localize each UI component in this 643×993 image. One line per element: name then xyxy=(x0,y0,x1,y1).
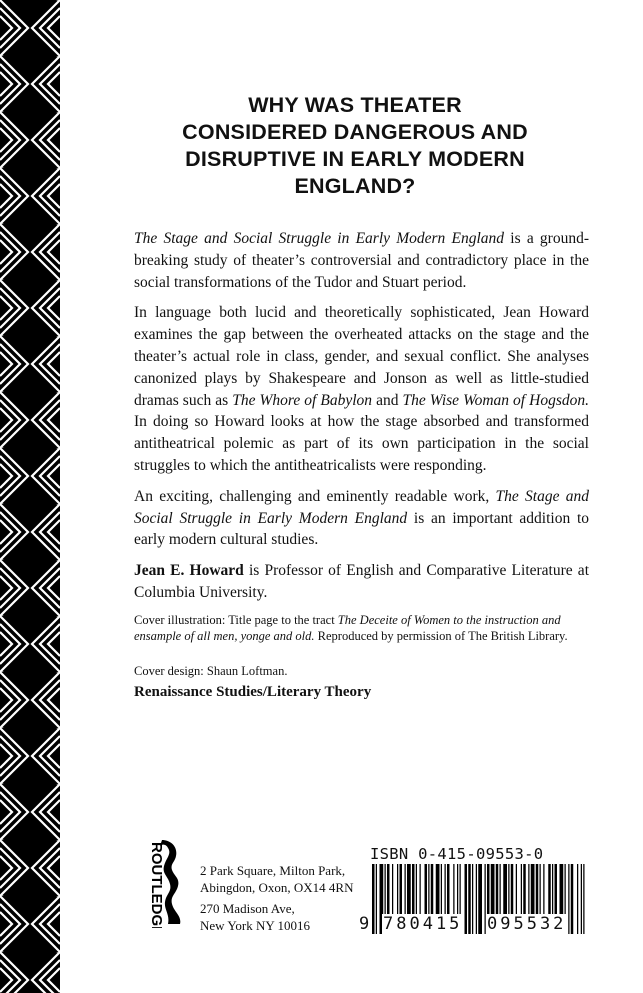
credit-text: Cover illustration: Title page to the tract xyxy=(134,613,338,627)
paragraph-text: and xyxy=(372,391,403,409)
isbn-label: ISBN 0-415-09553-0 xyxy=(370,845,544,863)
paragraph-text: is a ground-breaking study of theater’s controversial and contradictory place in the social transformations of the Tudor and Stuart period. xyxy=(134,230,589,291)
barcode-bar xyxy=(468,864,471,934)
book-title: The Stage and Social Struggle in Early Modern England xyxy=(134,487,590,527)
publisher-addresses xyxy=(200,862,353,934)
barcode-bar xyxy=(571,864,574,934)
publisher-name: ROUTLEDGE xyxy=(148,842,165,928)
page-heading xyxy=(120,92,590,200)
paragraph-analysis xyxy=(134,302,589,476)
barcode-bar xyxy=(478,864,482,934)
decorative-border xyxy=(0,0,60,993)
paragraph-text: In doing so Howard looks at how the stage absorbed and transformed antitheatrical polemic as part of its own participation in the social struggles to which the antitheatricalists were responding. xyxy=(134,413,589,474)
cover-design-credit xyxy=(134,663,589,679)
heading-line: ENGLAND? xyxy=(294,174,416,198)
heading-line: DISRUPTIVE IN EARLY MODERN xyxy=(185,147,525,171)
tract-title: The Deceite of Women to the instruction and ensample of all men, yonge and old. xyxy=(134,613,561,643)
play-title: The Whore of Babylon xyxy=(232,391,373,409)
paragraph-text: is an important addition to early modern cultural studies. xyxy=(134,509,590,549)
barcode-digit-first: 9 xyxy=(359,914,370,934)
paragraph-praise xyxy=(134,486,589,551)
paragraph-text: is Professor of English and Comparative Literature at Columbia University. xyxy=(134,562,589,601)
barcode-bar xyxy=(472,864,473,934)
credit-text: Cover design: Shaun Loftman. xyxy=(134,664,288,678)
address-line: Abingdon, Oxon, OX14 4RN xyxy=(200,880,354,895)
paragraph-text: In language both lucid and theoretically sophisticated, Jean Howard examines the gap between the overheated attacks on the stage and the theater’s actual role in class, gender, and sexual conflict. She analyses canonized plays by Shakespeare and Jonson as well as little-studied dramas such as xyxy=(134,304,589,409)
barcode-digits-left: 780415 xyxy=(383,914,463,934)
book-title: The Stage and Social Struggle in Early Modern England xyxy=(134,230,505,247)
barcode-bar xyxy=(581,864,582,934)
barcode-bar xyxy=(577,864,578,934)
barcode-bar xyxy=(465,864,468,934)
heading-line: CONSIDERED DANGEROUS AND xyxy=(182,120,528,144)
address-line: 270 Madison Ave, xyxy=(200,901,295,916)
author-name: Jean E. Howard xyxy=(134,562,244,580)
paragraph-author xyxy=(134,560,589,604)
publisher-logo xyxy=(132,838,192,928)
barcode-bar xyxy=(372,864,375,934)
barcode-bar xyxy=(376,864,377,934)
play-title: The Wise Woman of Hogsdon. xyxy=(402,391,589,409)
credit-text: Reproduced by permission of The British Library. xyxy=(314,629,568,643)
barcode-bar xyxy=(568,864,569,934)
barcode-bar xyxy=(476,864,477,934)
series-label: Renaissance Studies/Literary Theory xyxy=(134,684,372,700)
address-line: 2 Park Square, Milton Park, xyxy=(200,863,346,878)
barcode-digits-right: 095532 xyxy=(487,914,567,934)
blurb xyxy=(134,228,589,613)
barcode-bar xyxy=(583,864,584,934)
paragraph-text: An exciting, challenging and eminently readable work, xyxy=(134,487,496,505)
cover-illustration-credit xyxy=(134,612,589,644)
heading-line: WHY WAS THEATER xyxy=(248,93,462,117)
address-line: New York NY 10016 xyxy=(200,918,311,933)
paragraph-intro xyxy=(134,228,589,293)
